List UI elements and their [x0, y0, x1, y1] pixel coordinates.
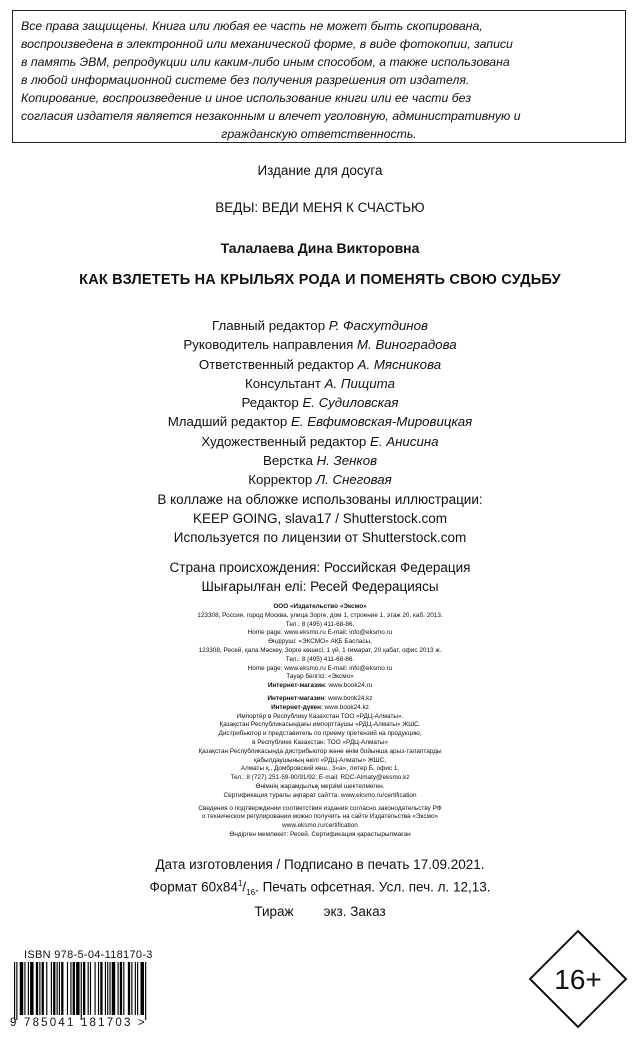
copyright-line: Все права защищены. Книга или любая ее часть не может быть скопирована,	[21, 19, 483, 33]
illustrations-line: KEEP GOING, slava17 / Shutterstock.com	[192, 511, 448, 526]
publisher-line: Дистрибьютор и представитель по приему претензий на продукцию,	[218, 730, 422, 738]
barcode-digits: 9 785041 181703 >	[10, 1017, 147, 1029]
production-format: Формат $60x84^1/_{16}$. Печать офсетная. Усл. печ. л. 12,13.	[149, 879, 491, 898]
publisher-line: Тел.: 8 (495) 411-68-86.	[285, 655, 355, 663]
barcode-bar	[88, 962, 89, 1015]
barcode-bar	[46, 962, 47, 1015]
barcode-bar	[42, 962, 44, 1015]
internet-duken-kz: Интернет-дүкен: www.book24.kz	[271, 703, 369, 711]
production-info	[0, 855, 640, 921]
credit-line: Корректор Л. Снеговая	[248, 472, 392, 488]
barcode-bar	[39, 962, 40, 1015]
book-title: КАК ВЗЛЕТЕТЬ НА КРЫЛЬЯХ РОДА И ПОМЕНЯТЬ СВОЮ СУДЬБУ	[79, 272, 561, 288]
credit-line: Главный редактор Р. Фасхутдинов	[212, 318, 428, 333]
origin-ru: Страна происхождения: Российская Федерация	[169, 560, 471, 575]
credit-line: Художественный редактор Е. Анисина	[201, 433, 439, 449]
production-date: Дата изготовления / Подписано в печать 17.09.2021.	[155, 857, 485, 872]
publisher-line: 123308, Ресей, қала Мәскеу, Зорге көшесі, 1 үй, 1 ғимарат, 20 қабат, офис 2013 ж.	[198, 646, 442, 654]
edition-type: Издание для досуга	[257, 163, 383, 178]
barcode-bar	[105, 962, 106, 1015]
publisher-info	[0, 603, 640, 840]
publisher-line: Тауар белгісі: «Эксмо»	[286, 673, 354, 681]
internet-shop-kz: Интернет-магазин: www.book24.kz	[267, 694, 373, 702]
barcode-bar	[98, 962, 99, 1015]
barcode-bar	[123, 962, 124, 1015]
barcode-bar	[141, 962, 144, 1015]
isbn: ISBN 978-5-04-118170-3	[24, 949, 153, 961]
barcode-bar	[128, 962, 130, 1015]
barcode-bar	[30, 962, 33, 1015]
barcode-bar	[118, 962, 119, 1015]
illustrations-line: В коллаже на обложке использованы иллюстрации:	[157, 492, 483, 507]
barcode-bar	[137, 962, 138, 1015]
barcode-bar	[67, 962, 68, 1015]
publisher-line: Home page: www.eksmo.ru E-mail: info@eksmo.ru	[247, 664, 393, 672]
copyright-line: в любой информационной системе без получения разрешения от издателя.	[21, 73, 470, 87]
credit-line: Ответственный редактор А. Мясникова	[198, 356, 442, 372]
publisher-line: в Республике Казахстан: ТОО «РДЦ-Алматы»	[252, 738, 388, 746]
barcode-bar	[120, 962, 122, 1015]
credit-line: Консультант А. Пищита	[245, 375, 395, 391]
barcode-bar	[135, 962, 136, 1015]
barcode-bar	[109, 962, 110, 1015]
illustrations-credit	[0, 490, 640, 547]
barcode	[14, 962, 184, 1020]
barcode-bar	[100, 962, 102, 1015]
publisher-line: Сертификация туралы ақпарат сайтта: www.eksmo.ru/certification	[223, 791, 417, 799]
barcode-bar	[90, 962, 91, 1015]
copyright-notice	[12, 10, 626, 143]
publisher-line: Қазақстан Республикасында дистрибьютор және өнім бойынша арыз-талаптарды	[198, 747, 442, 755]
publisher-line: қабылдаушының өкілі «РДЦ-Алматы» ЖШС,	[254, 756, 386, 764]
barcode-bar	[145, 962, 146, 1020]
publisher-line: Алматы қ., Домбровский көш., 3«а», литер Б, офис 1.	[240, 765, 400, 773]
internet-shop-ru: Интернет-магазин: www.book24.ru	[267, 682, 373, 690]
credits-list	[0, 316, 640, 490]
publisher-line: Тел.: 8 (495) 411-68-86.	[285, 620, 355, 628]
publisher-line: www.eksmo.ru/certification	[282, 822, 358, 830]
barcode-bar	[76, 962, 79, 1015]
barcode-bar	[20, 962, 23, 1015]
barcode-bar	[131, 962, 132, 1015]
credit-line: Редактор Е. Судиловская	[241, 395, 399, 411]
age-rating-badge	[528, 929, 628, 1029]
copyright-line: согласия издателя является незаконным и влечет уголовную, административную и	[21, 109, 521, 123]
copyright-line: воспроизведена в электронной или механической форме, в виде фотокопии, записи	[21, 37, 513, 51]
barcode-bar	[70, 962, 71, 1015]
copyright-line: в память ЭВМ, репродукции или каким-либо иным способом, а также использована	[21, 55, 510, 69]
barcode-bar	[51, 962, 52, 1015]
publisher-line: Өндірген мемлекет: Ресей. Сертификация қарастырылмаған	[229, 830, 411, 838]
publisher-line: 123308, Россия, город Москва, улица Зорге, дом 1, строение 1, этаж 20, каб. 2013.	[197, 611, 443, 619]
publisher-line: Өндіруші: «ЭКСМО» АҚБ Баспасы,	[268, 638, 372, 646]
country-of-origin	[0, 558, 640, 596]
age-rating-text: 16+	[554, 964, 602, 995]
illustrations-line: Используется по лицензии от Shutterstock.com	[173, 530, 467, 545]
barcode-bar	[59, 962, 60, 1015]
barcode-bar	[83, 962, 85, 1015]
barcode-bar	[14, 962, 15, 1020]
barcode-bar	[112, 962, 115, 1015]
author-name: Талалаева Дина Викторовна	[220, 240, 420, 256]
series-name: ВЕДЫ: ВЕДИ МЕНЯ К СЧАСТЬЮ	[215, 200, 425, 215]
barcode-bar	[61, 962, 63, 1015]
publisher-line: Home page: www.eksmo.ru E-mail: info@eksmo.ru	[247, 629, 393, 637]
copyright-line: Копирование, воспроизведение и иное использование книги или ее части без	[21, 91, 472, 105]
publisher-line: Қазақстан Республикасындағы импорттаушы «РДЦ-Алматы» ЖШС.	[219, 721, 421, 729]
barcode-bar	[95, 962, 96, 1015]
barcode-bar	[57, 962, 58, 1015]
production-print-run: Тираж экз. Заказ	[254, 904, 386, 920]
credit-line: Верстка Н. Зенков	[262, 453, 378, 469]
publisher-line: Импортёр в Республику Казахстан ТОО «РДЦ-Алматы».	[236, 712, 404, 720]
barcode-bar	[107, 962, 108, 1015]
barcode-bar	[16, 962, 17, 1020]
publisher-line: ООО «Издательство «Эксмо»	[273, 603, 367, 610]
copyright-line: гражданскую ответственность.	[221, 127, 417, 141]
origin-kz: Шығарылған елі: Ресей Федерациясы	[201, 579, 439, 594]
publisher-line: о техническом регулировании можно получить на сайте Издательства «Эксмо»	[201, 813, 439, 821]
publisher-line: Сведения о подтверждении соответствия издания согласно законодательству РФ	[198, 804, 442, 812]
barcode-bar	[36, 962, 38, 1015]
barcode-bar	[53, 962, 55, 1015]
barcode-bar	[24, 962, 25, 1015]
credit-line: Руководитель направления М. Виноградова	[183, 337, 457, 353]
publisher-line: Тел.: 8 (727) 251-59-90/91/92; E-mail: RDC-Almaty@eksmo.kz	[230, 774, 410, 782]
credit-line: Младший редактор Е. Евфимовская-Мировицкая	[167, 414, 473, 430]
barcode-bar	[81, 962, 82, 1020]
publisher-line: Өнімнің жарамдылық мерзімі шектелмеген.	[255, 782, 385, 790]
barcode-bar	[28, 962, 29, 1015]
barcode-bar	[73, 962, 75, 1015]
